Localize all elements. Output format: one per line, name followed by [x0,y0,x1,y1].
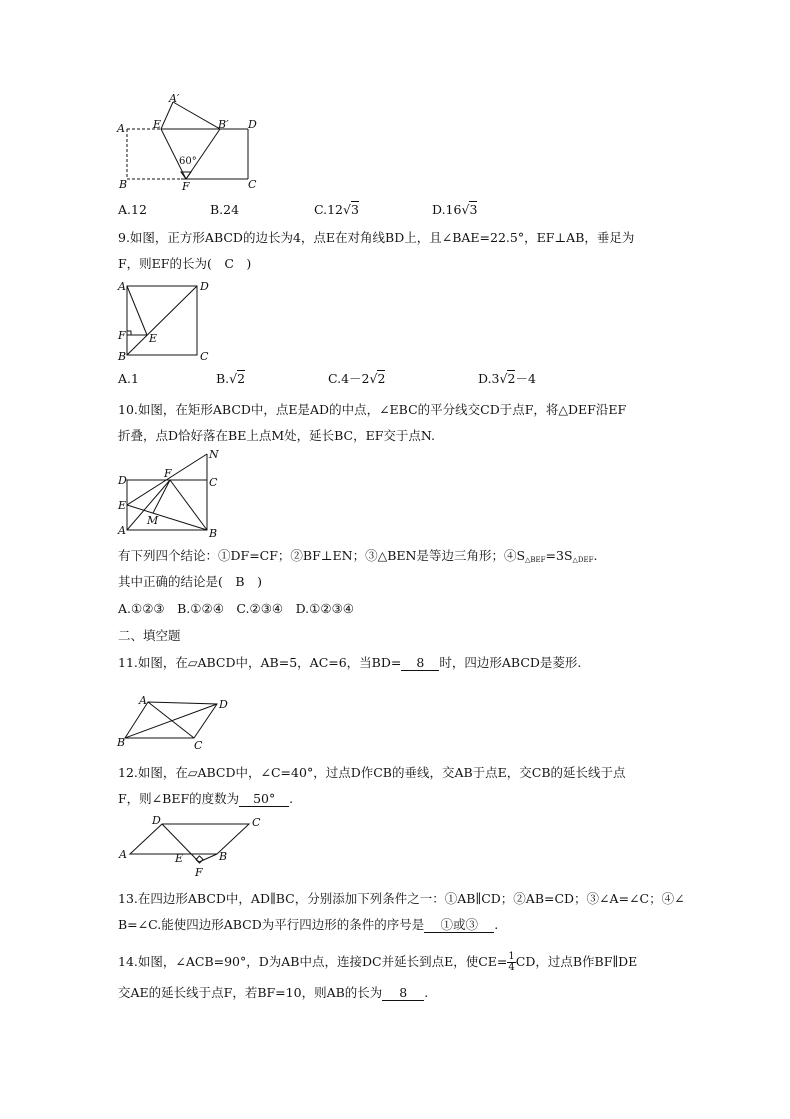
q10-sub-def: △DEF [572,556,594,564]
q9-option-d: D.3√2－4 [478,371,536,386]
q8-label-E: E [153,118,162,131]
q13-line2: B=∠C.能使四边形ABCD为平行四边形的条件的序号是 ①或③ . [118,917,499,932]
q9-option-a: A.1 [118,371,139,386]
q8-label-A-prime: A′ [169,92,180,105]
q10-label-C: C [209,476,218,489]
q10-line2: 折叠，点D恰好落在BE上点M处，延长BC，EF交于点N. [118,428,436,443]
q12-line2: F，则∠BEF的度数为 50° . [118,791,294,806]
q10-label-M: M [147,514,159,527]
q9-label-A: A [118,280,126,293]
q11-label-B: B [117,736,126,749]
q9-label-C: C [200,350,209,363]
q8-option-a: A.12 [118,202,147,217]
q8-label-D: D [248,118,257,131]
section-title: 二、填空题 [118,628,181,643]
q8-option-c: C.12√3 [314,202,359,217]
q12-figure [115,812,265,880]
q12-label-D: D [152,814,161,827]
q9-label-E: E [149,332,158,345]
q10-label-B: B [209,527,218,540]
q8-option-d: D.16√3 [432,202,478,217]
q9-label-B: B [118,350,127,363]
q8-label-angle: 60° [179,156,197,167]
q8-label-B-prime: B′ [218,118,229,131]
q11-answer: 8 [401,656,439,671]
q8-label-B: B [119,178,128,191]
q10-sub-bef: △BEF [525,556,546,564]
q10-options: A.①②③ B.①②④ C.②③④ D.①②③④ [118,601,354,616]
q14-fraction: $\frac{1}{4}$ [508,951,515,973]
q8-option-c-radicand: 3 [350,202,359,217]
q10-label-F: F [164,467,172,480]
q8-label-F: F [182,180,190,193]
q11-label-D: D [219,698,228,711]
q9-option-b: B.√2 [216,371,246,386]
q14-line1: 14.如图，∠ACB=90°，D为AB中点，连接DC并延长到点E，使CE= $\frac{1}{4}$ CD，过点B作BF∥DE [118,951,638,973]
q10-label-E: E [118,499,127,512]
q11-label-C: C [194,739,203,752]
q11-label-A: A [139,694,147,707]
q12-label-B: B [219,850,228,863]
q13-line1: 13.在四边形ABCD中，AD∥BC，分别添加下列条件之一：①AB∥CD；②AB=CD；③∠A=∠C；④∠ [118,891,685,906]
q10-label-N: N [209,448,219,461]
q9-label-D: D [200,280,209,293]
q8-label-A: A [117,122,125,135]
q14-answer: 8 [382,986,424,1001]
q13-answer: ①或③ [424,918,494,933]
q8-figure [115,92,265,197]
q11-figure [115,692,235,752]
q12-line1: 12.如图，在▱ABCD中，∠C=40°，过点D作CB的垂线，交AB于点E，交CB的延长线于点 [118,765,626,780]
q11-line: 11.如图，在▱ABCD中，AB=5，AC=6，当BD= 8 时，四边形ABCD是菱形. [118,655,582,670]
q10-label-D: D [118,474,127,487]
q8-option-d-radicand: 3 [469,202,478,217]
q14-line2: 交AE的延长线于点F，若BF=10，则AB的长为 8 . [118,985,429,1000]
q10-line1: 10.如图，在矩形ABCD中，点E是AD的中点，∠EBC的平分线交CD于点F，将△DEF沿EF [118,402,627,417]
q9-figure [115,278,215,363]
q8-option-b: B.24 [210,202,240,217]
q10-conclusions: 有下列四个结论：①DF=CF；②BF⊥EN；③△BEN是等边三角形；$④S_{\triangle BEF}=3S_{\triangle DEF}$. [118,548,598,564]
q9-label-F: F [118,329,126,342]
q12-label-E: E [175,852,184,865]
q8-label-C: C [248,178,257,191]
q10-question: 其中正确的结论是( B ) [118,574,262,589]
q12-answer: 50° [239,792,289,807]
q10-label-A: A [118,524,126,537]
q10-figure [115,446,225,541]
q12-label-A: A [119,848,127,861]
q12-label-F: F [195,866,203,879]
q12-label-C: C [252,816,261,829]
q9-line2: F，则EF的长为( C ) [118,256,252,271]
q9-line1: 9.如图，正方形ABCD的边长为4，点E在对角线BD上，且∠BAE=22.5°，EF⊥AB，垂足为 [118,230,635,245]
q9-option-c: C.4－2√2 [328,371,386,386]
